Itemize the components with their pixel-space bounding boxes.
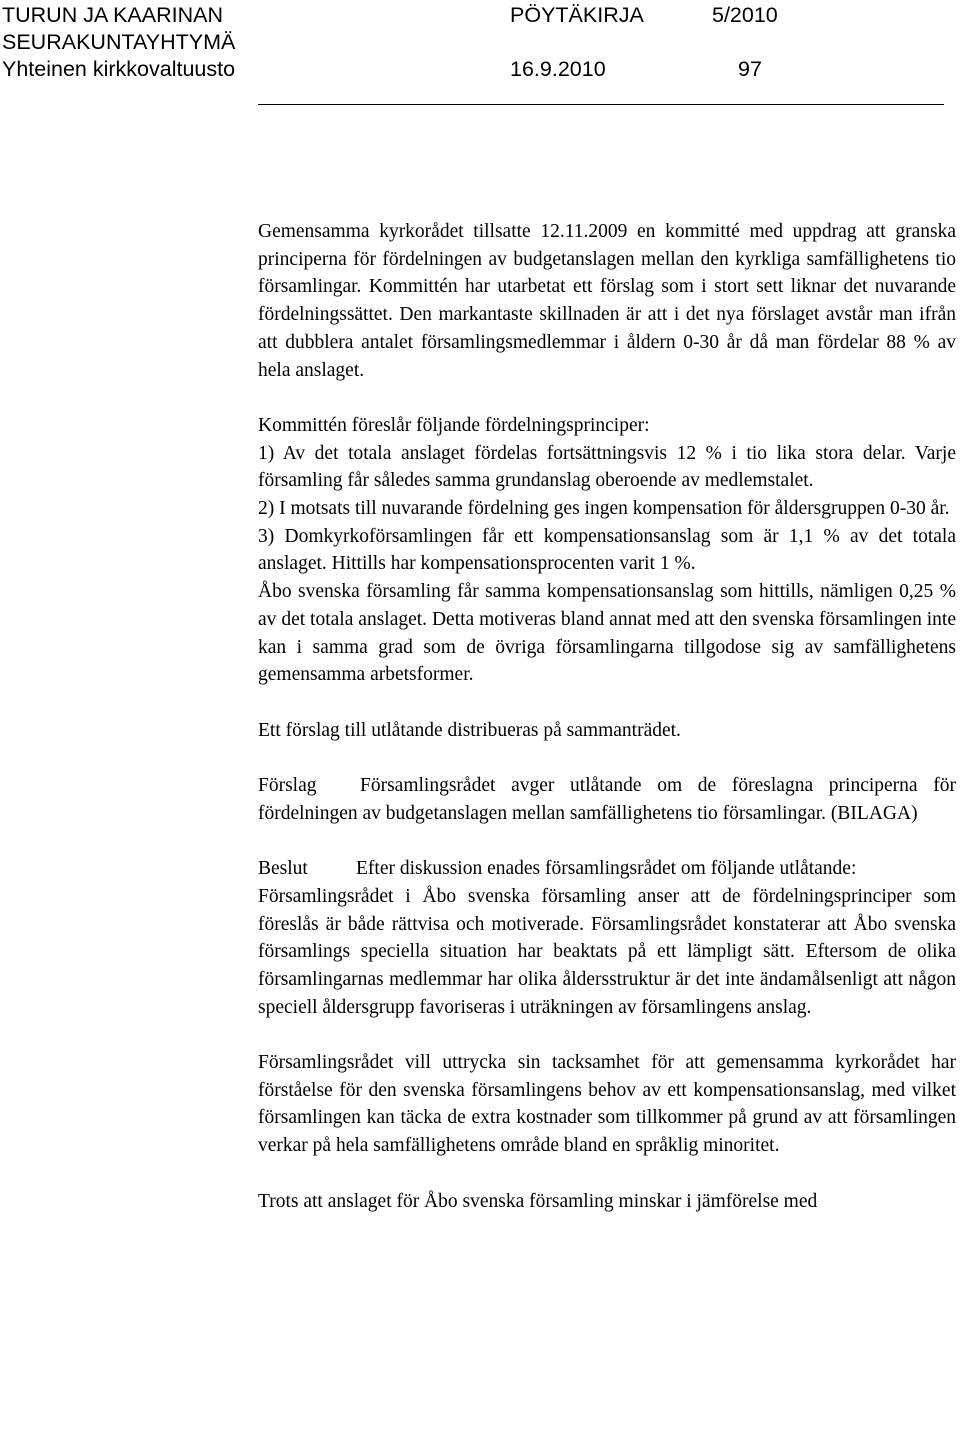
decision-label: Beslut — [258, 858, 308, 880]
paragraph-committee: Gemensamma kyrkorådet tillsatte 12.11.2009 en kommitté med uppdrag att granska principerna för fördelningen av budgetanslagen mellan den kyrkliga samfällighetens tio församlingar. Kommittén har utarbetat ett förslag som i stort sett liknar det nuvarande fördelningssättet. Den markantaste skillnaden är att i det nya förslaget avstår man ifrån att dubblera antalet församlingsmedlemmar i åldern 0-30 år då man fördelar 88 % av hela anslaget. — [258, 221, 956, 381]
page-number: 97 — [738, 57, 762, 81]
document-type: PÖYTÄKIRJA — [510, 3, 644, 27]
decision-text: Efter diskussion enades församlingsrådet om följande utlåtande: — [356, 858, 857, 880]
decision-statement: Församlingsrådet i Åbo svenska församling anser att de fördelningsprinciper som föreslås är både rättvisa och motiverade. Församlingsrådet konstaterar att Åbo svenska församlings speciella situation har beaktats på ett lämpligt sätt. Eftersom de olika församlingarnas medlemmar har olika åldersstruktur är det inte ändamålsenligt att någon speciell åldersgrupp favoriseras i uträkningen av församlingens anslag. — [258, 885, 956, 1018]
principle-item-3: 3) Domkyrkoförsamlingen får ett kompensationsanslag som är 1,1 % av det totala anslaget. Hittills har kompensationsprocenten varit 1 %. — [258, 525, 956, 575]
paragraph-gratitude: Församlingsrådet vill uttrycka sin tacksamhet för att gemensamma kyrkorådet har förståelse för den svenska församlingens behov av ett kompensationsanslag, med vilket församlingen kan täcka de extra kostnader som tillkommer på grund av att församlingen verkar på hela samfällighetens område bland en språklig minoritet. — [258, 1052, 956, 1157]
paragraph-distribution: Ett förslag till utlåtande distribueras på sammanträdet. — [258, 719, 681, 741]
principle-item-1: 1) Av det totala anslaget fördelas fortsättningsvis 12 % i tio lika stora delar. Varje församling får således samma grundanslag oberoende av medlemstalet. — [258, 442, 956, 492]
principle-abo: Åbo svenska församling får samma kompensationsanslag som hittills, nämligen 0,25 % av det totala anslaget. Detta motiveras bland annat med att den svenska församlingen inte kan i samma grad som de övriga församlingarna tillgodose sig av samfällighetens gemensamma arbetsformer. — [258, 581, 956, 686]
meeting-date: 16.9.2010 — [510, 57, 606, 81]
proposal-section — [258, 772, 956, 827]
header-divider — [258, 104, 944, 105]
document-number: 5/2010 — [712, 3, 778, 27]
org-name-line1: TURUN JA KAARINAN — [2, 3, 224, 27]
paragraph-continued: Trots att anslaget för Åbo svenska församling minskar i jämförelse med — [258, 1190, 818, 1212]
org-name-line3: Yhteinen kirkkovaltuusto — [2, 57, 236, 81]
principle-item-2: 2) I motsats till nuvarande fördelning ges ingen kompensation för åldersgruppen 0-30 år. — [258, 498, 950, 520]
org-name-line2: SEURAKUNTAYHTYMÄ — [2, 30, 236, 54]
document-body — [258, 218, 956, 1215]
proposal-text: Församlingsrådet avger utlåtande om de föreslagna principerna för fördelningen av budgetanslagen mellan samfällighetens tio församlingar. (BILAGA) — [258, 775, 956, 824]
decision-section — [258, 855, 956, 883]
document-header — [0, 0, 960, 110]
principles-intro: Kommittén föreslår följande fördelningsprinciper: — [258, 414, 650, 436]
proposal-label: Förslag — [258, 775, 317, 797]
